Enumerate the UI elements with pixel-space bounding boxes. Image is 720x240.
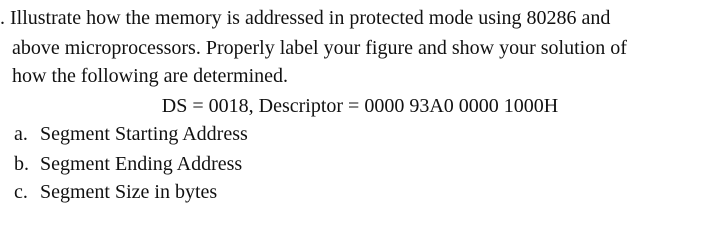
subquestion-c: [14, 180, 217, 204]
subquestion-text: Segment Ending Address: [40, 153, 243, 175]
subquestion-text: Segment Size in bytes: [40, 181, 218, 203]
given-values: DS = 0018, Descriptor = 0000 93A0 0000 1000H: [161, 95, 559, 117]
question-line-2: above microprocessors. Properly label your figure and show your solution of: [12, 37, 627, 59]
subquestion-letter: b.: [14, 153, 29, 175]
subquestion-a: [14, 122, 248, 146]
subquestion-letter: c.: [14, 181, 28, 203]
subquestion-text: Segment Starting Address: [40, 123, 248, 145]
subquestion-letter: a.: [14, 123, 28, 145]
question-line-3: how the following are determined.: [12, 65, 289, 87]
question-line-1: . Illustrate how the memory is addressed in protected mode using 80286 and: [0, 7, 611, 29]
subquestion-b: [14, 152, 242, 176]
